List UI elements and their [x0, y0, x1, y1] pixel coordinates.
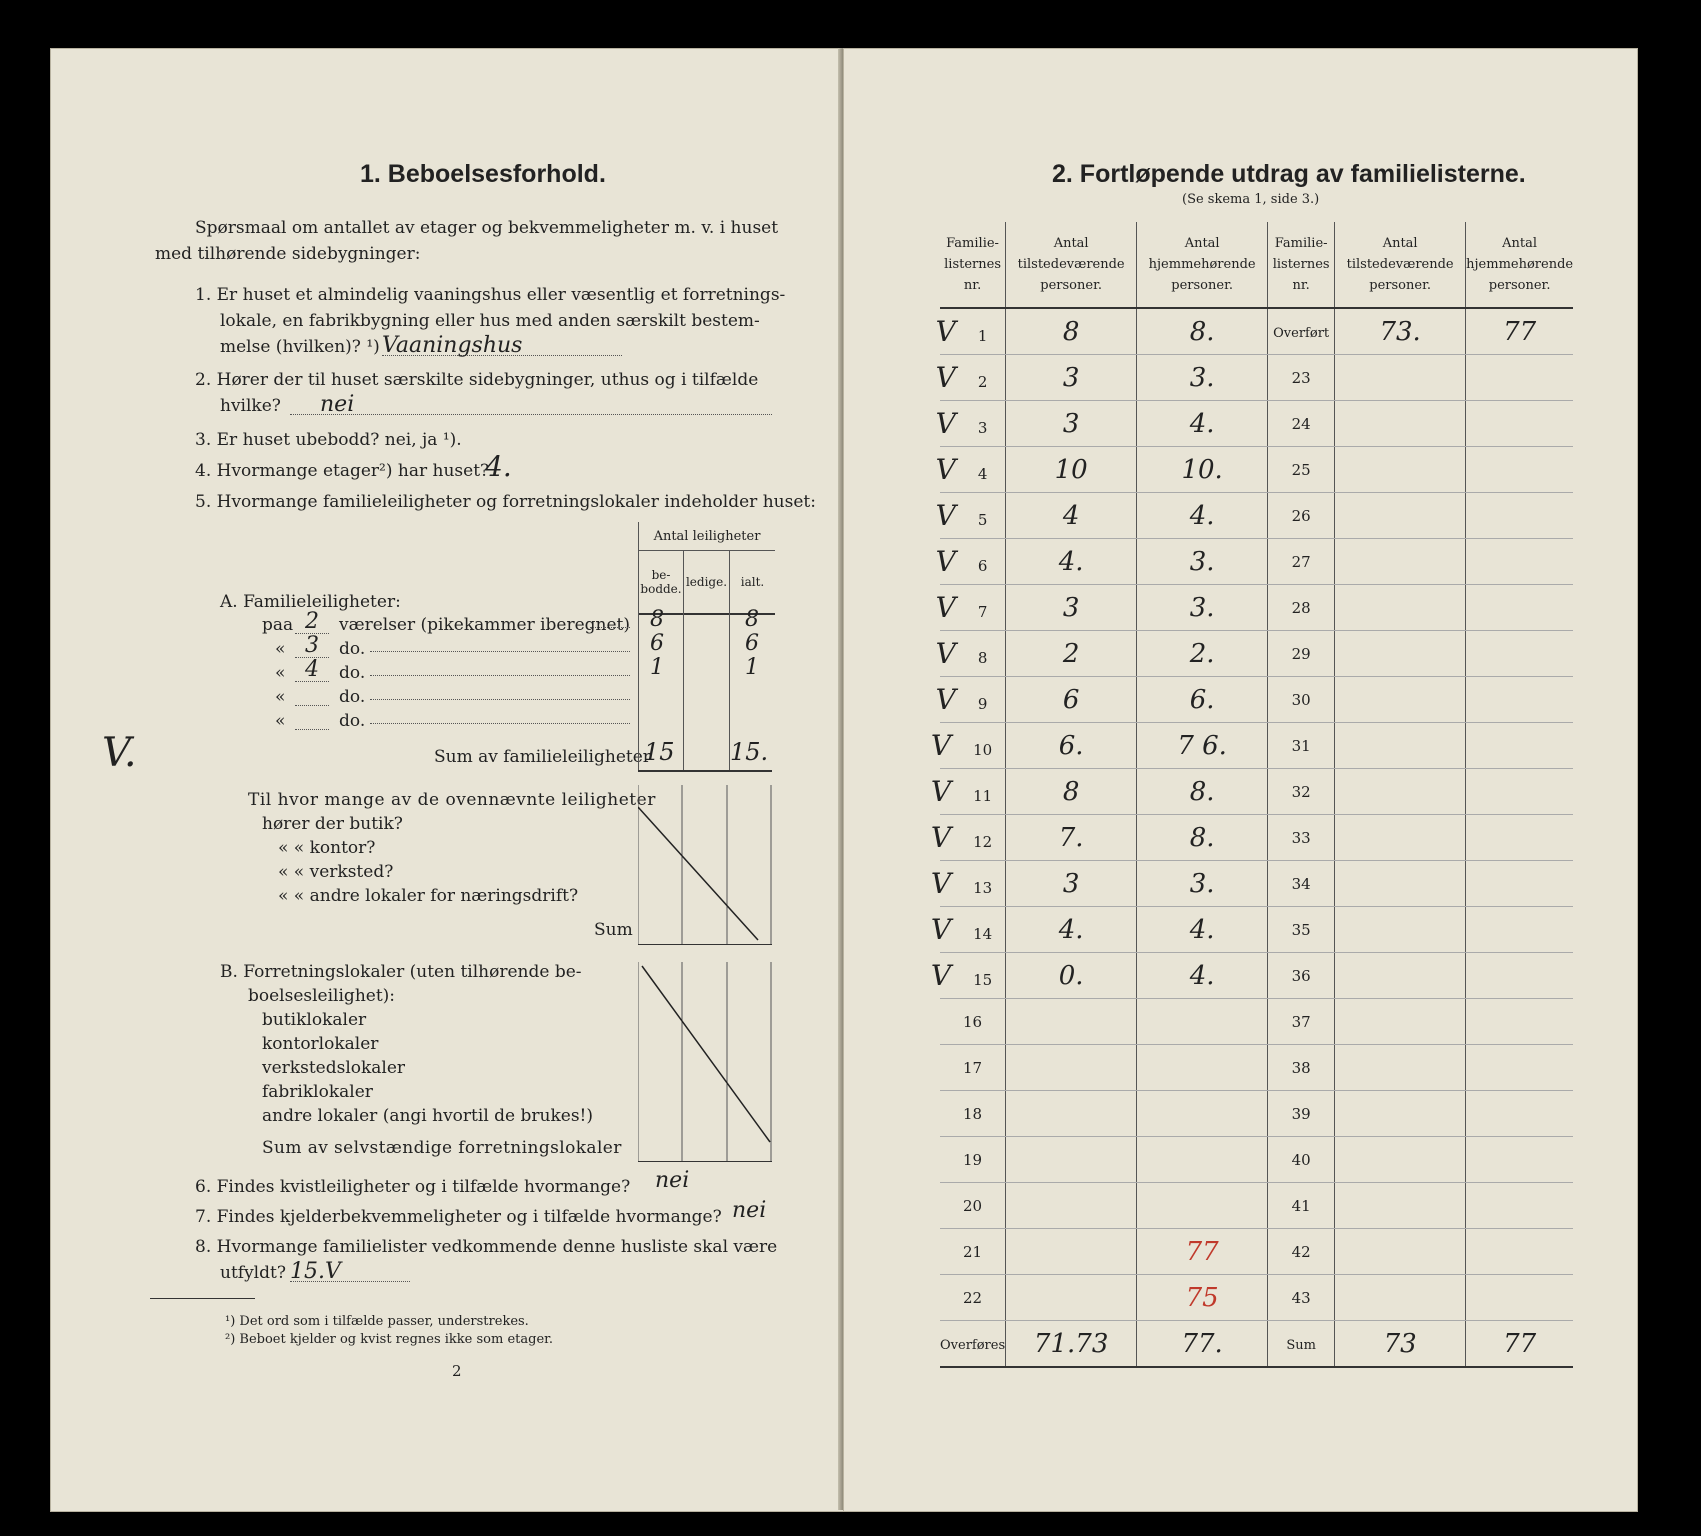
check-mark: V — [935, 591, 956, 624]
fabriklokaler: fabriklokaler — [262, 1082, 373, 1102]
cell-nr: 17 — [963, 1058, 983, 1077]
footer-h: 77. — [1181, 1328, 1223, 1359]
check-mark: V — [930, 867, 952, 900]
cell-nr2: 30 — [1291, 690, 1311, 709]
cell-h: 3. — [1189, 592, 1215, 623]
q8-line-1: 8. Hvormange familielister vedkommende denne husliste skal være — [195, 1237, 778, 1257]
cell-nr2: 41 — [1291, 1196, 1311, 1215]
cell-h: 8. — [1189, 822, 1215, 853]
cell-nr2: 36 — [1291, 966, 1311, 985]
table-header-0: Familie- listernes nr. — [940, 222, 1006, 308]
check-mark: V — [935, 637, 956, 670]
kontor-line: « « kontor? — [278, 838, 376, 858]
row-a-rooms — [295, 681, 329, 706]
row-a-prefix: « — [275, 663, 286, 683]
cell-nr: 5 — [977, 511, 988, 529]
table-row — [940, 861, 1573, 907]
check-mark: V — [930, 729, 952, 762]
q1-line-1: 1. Er huset et almindelig vaaningshus eller væsentlig et forretnings- — [195, 285, 786, 305]
cell-nr: 20 — [963, 1196, 983, 1215]
cell-h: 7 6. — [1177, 730, 1227, 761]
sum-a-ialt: 15. — [730, 738, 769, 766]
cell-nr: 22 — [963, 1288, 983, 1307]
cell-t: 3 — [1062, 592, 1080, 623]
butik-line: hører der butik? — [262, 814, 403, 834]
q1-answer-line — [382, 333, 622, 356]
cell-t: 3 — [1062, 408, 1080, 439]
footer-nr: Overføres — [940, 1337, 1006, 1353]
table-row — [940, 677, 1573, 723]
cell-nr: 9 — [977, 695, 988, 713]
q6-line: 6. Findes kvistleiligheter og i tilfælde hvormange? — [195, 1177, 631, 1197]
andre-lokaler: andre lokaler (angi hvortil de brukes!) — [262, 1106, 594, 1126]
cell-t: 3 — [1062, 362, 1080, 393]
cell-t: 7. — [1058, 822, 1084, 853]
q1-answer: Vaaningshus — [382, 333, 523, 358]
kontorlokaler: kontorlokaler — [262, 1034, 379, 1054]
row-a-leader — [590, 627, 630, 628]
q8-answer-line — [290, 1259, 410, 1282]
cell-nr: 14 — [973, 925, 993, 943]
cell-h: 2. — [1189, 638, 1215, 669]
row-a-leader — [370, 675, 630, 676]
footer-t: 71.73 — [1033, 1328, 1109, 1359]
cell-nr2: 33 — [1291, 828, 1311, 847]
section-b-line-2: boelsesleilighet): — [248, 986, 396, 1006]
table-row — [940, 1183, 1573, 1229]
row-a-label: do. — [339, 639, 366, 659]
table-row — [940, 308, 1573, 355]
cell-h: 3. — [1189, 868, 1215, 899]
table-row — [940, 401, 1573, 447]
intro-line-2: med tilhørende sidebygninger: — [155, 244, 421, 264]
cell-t: 4. — [1058, 914, 1084, 945]
table-row — [940, 815, 1573, 861]
q8-answer: 15.V — [290, 1259, 341, 1284]
q2-answer-line — [290, 392, 772, 415]
q4-answer: 4. — [485, 450, 512, 483]
table-header-4: Antal tilstedeværende personer. — [1335, 222, 1466, 308]
cell-h: 8. — [1189, 316, 1215, 347]
intro-line-1: Spørsmaal om antallet av etager og bekvemmeligheter m. v. i huset — [195, 218, 779, 238]
forretning-strike-box — [638, 962, 772, 1162]
row-a-bebodde: 6 — [650, 631, 664, 656]
row-a-prefix: « — [275, 711, 286, 731]
cell-nr: 4 — [977, 465, 988, 483]
table-row — [940, 723, 1573, 769]
table-header-3: Familie- listernes nr. — [1268, 222, 1335, 308]
cell-nr2: 26 — [1291, 506, 1311, 525]
right-subtitle: (Se skema 1, side 3.) — [1182, 192, 1320, 207]
cell-t: 2 — [1062, 638, 1080, 669]
check-mark: V — [935, 683, 956, 716]
check-mark: V — [935, 453, 956, 486]
sum-label: Sum — [594, 920, 633, 940]
q5-line: 5. Hvormange familieleiligheter og forretningslokaler indeholder huset: — [195, 492, 816, 512]
check-mark: V — [930, 959, 952, 992]
cell-nr: 1 — [977, 327, 988, 345]
cell-nr2: 39 — [1291, 1104, 1311, 1123]
row-a-label: do. — [339, 687, 366, 707]
cell-t: 0. — [1058, 960, 1084, 991]
cell-t: 3 — [1062, 868, 1080, 899]
cell-nr2: 37 — [1291, 1012, 1311, 1031]
row-a-ialt: 1 — [745, 655, 759, 680]
cell-h: 3. — [1189, 546, 1215, 577]
cell-nr: 2 — [977, 373, 988, 391]
table-row — [940, 355, 1573, 401]
cell-nr2: 31 — [1291, 736, 1311, 755]
check-mark: V — [930, 913, 952, 946]
row-a-label: værelser (pikekammer iberegnet) — [339, 615, 631, 635]
table-header-5: Antal hjemmehørende personer. — [1466, 222, 1573, 308]
row-a-rooms — [295, 705, 329, 730]
cell-h: 75 — [1185, 1282, 1219, 1313]
row-a-ialt: 6 — [745, 631, 759, 656]
cell-nr2: 24 — [1291, 414, 1311, 433]
cell-t: 4. — [1058, 546, 1084, 577]
cell-nr: 3 — [977, 419, 988, 437]
cell-nr: 15 — [973, 971, 993, 989]
andre-line: « « andre lokaler for næringsdrift? — [278, 886, 579, 906]
cell-nr: 18 — [963, 1104, 983, 1123]
butiklokaler: butiklokaler — [262, 1010, 367, 1030]
table-footer-row — [940, 1321, 1573, 1368]
footer-h2: 77 — [1503, 1328, 1537, 1359]
verkstedslokaler: verkstedslokaler — [262, 1058, 406, 1078]
cell-h: 4. — [1189, 500, 1215, 531]
cell-h: 4. — [1189, 914, 1215, 945]
cell-nr: 10 — [973, 741, 993, 759]
cell-nr2: 38 — [1291, 1058, 1311, 1077]
til-hvor-line: Til hvor mange av de ovennævnte leiligheter — [248, 790, 656, 810]
th-antal: Antal leiligheter — [639, 522, 776, 551]
sum-a-bebodde: 15 — [644, 738, 675, 766]
cell-t: 6 — [1062, 684, 1080, 715]
left-title: 1. Beboelsesforhold. — [360, 160, 606, 188]
cell-t: 6. — [1058, 730, 1084, 761]
check-mark: V — [935, 361, 956, 394]
row-a-label: do. — [339, 711, 366, 731]
cell-h: 77 — [1185, 1236, 1219, 1267]
footnote-2: ²) Beboet kjelder og kvist regnes ikke som etager. — [225, 1332, 554, 1347]
page-number: 2 — [452, 1362, 462, 1380]
check-mark: V — [935, 499, 956, 532]
check-mark: V — [930, 775, 952, 808]
table-row — [940, 953, 1573, 999]
cell-nr2: 27 — [1291, 552, 1311, 571]
cell-t: 10 — [1054, 454, 1088, 485]
verksted-line: « « verksted? — [278, 862, 394, 882]
cell-nr: 21 — [963, 1242, 983, 1261]
cell-nr2: 28 — [1291, 598, 1311, 617]
sum-strike-box — [638, 785, 772, 945]
cell-h: 3. — [1189, 362, 1215, 393]
q6-answer: nei — [655, 1168, 690, 1193]
cell-nr2: 25 — [1291, 460, 1311, 479]
q7-line: 7. Findes kjelderbekvemmeligheter og i tilfælde hvormange? — [195, 1207, 722, 1227]
cell-nr: 11 — [973, 787, 993, 805]
row-a-prefix: « — [275, 687, 286, 707]
table-row — [940, 1137, 1573, 1183]
table-row — [940, 999, 1573, 1045]
table-row — [940, 769, 1573, 815]
left-page — [50, 48, 844, 1512]
cell-nr: 8 — [977, 649, 988, 667]
section-a-title: A. Familieleiligheter: — [220, 592, 401, 612]
sum-a-label: Sum av familieleiligheter — [434, 747, 651, 767]
margin-check: V. — [102, 730, 137, 776]
th-ledige: ledige. — [684, 551, 730, 615]
th-ialt: ialt. — [730, 551, 776, 615]
cell-nr2: 34 — [1291, 874, 1311, 893]
table-row — [940, 1275, 1573, 1321]
cell-nr2: Overført — [1273, 325, 1330, 341]
sum-b-label: Sum av selvstændige forretningslokaler — [262, 1138, 622, 1158]
table-row — [940, 493, 1573, 539]
table-row — [940, 1091, 1573, 1137]
cell-h: 10. — [1181, 454, 1223, 485]
cell-nr: 12 — [973, 833, 993, 851]
cell-nr2: 29 — [1291, 644, 1311, 663]
cell-nr: 6 — [977, 557, 988, 575]
row-a-prefix: paa — [262, 615, 294, 635]
right-title: 2. Fortløpende utdrag av familielisterne. — [1052, 160, 1526, 188]
table-row — [940, 1229, 1573, 1275]
row-a-rooms: 4 — [295, 657, 329, 682]
check-mark: V — [930, 821, 952, 854]
footnote-rule — [150, 1298, 255, 1299]
q2-line-1: 2. Hører der til huset særskilte sidebygninger, uthus og i tilfælde — [195, 370, 759, 390]
q7-answer: nei — [732, 1198, 767, 1223]
th-bebodde: be-bodde. — [639, 551, 684, 615]
section-b-line-1: B. Forretningslokaler (uten tilhørende be- — [220, 962, 582, 982]
table-row — [940, 907, 1573, 953]
housing-table — [638, 522, 775, 615]
table-row — [940, 1045, 1573, 1091]
q3-line: 3. Er huset ubebodd? nei, ja ¹). — [195, 430, 462, 450]
cell-h2: 77 — [1503, 316, 1537, 347]
cell-t: 8 — [1062, 776, 1080, 807]
cell-t2: 73. — [1379, 316, 1421, 347]
row-a-leader — [370, 699, 630, 700]
table-row — [940, 631, 1573, 677]
q1-line-3: melse (hvilken)? ¹) — [220, 337, 380, 357]
row-a-rooms: 2 — [295, 609, 329, 634]
footer-t2: 73 — [1383, 1328, 1417, 1359]
cell-h: 4. — [1189, 960, 1215, 991]
row-a-ialt: 8 — [745, 607, 759, 632]
row-a-leader — [370, 723, 630, 724]
table-header-1: Antal tilstedeværende personer. — [1006, 222, 1137, 308]
cell-t: 8 — [1062, 316, 1080, 347]
q4-line: 4. Hvormange etager²) har huset? — [195, 461, 490, 481]
cell-nr2: 23 — [1291, 368, 1311, 387]
row-a-label: do. — [339, 663, 366, 683]
footnote-1: ¹) Det ord som i tilfælde passer, understrekes. — [225, 1314, 529, 1329]
cell-nr2: 35 — [1291, 920, 1311, 939]
row-a-bebodde: 1 — [650, 655, 664, 680]
q2-line-2: hvilke? — [220, 396, 281, 416]
cell-nr: 19 — [963, 1150, 983, 1169]
check-mark: V — [935, 315, 956, 348]
sum-a-rule — [638, 770, 772, 772]
cell-nr2: 32 — [1291, 782, 1311, 801]
footer-nr2: Sum — [1286, 1337, 1316, 1353]
table-header-2: Antal hjemmehørende personer. — [1137, 222, 1268, 308]
row-a-rooms: 3 — [295, 633, 329, 658]
cell-h: 4. — [1189, 408, 1215, 439]
cell-h: 8. — [1189, 776, 1215, 807]
q1-line-2: lokale, en fabrikbygning eller hus med anden særskilt bestem- — [220, 311, 760, 331]
cell-nr2: 40 — [1291, 1150, 1311, 1169]
cell-nr: 16 — [963, 1012, 983, 1031]
table-row — [940, 585, 1573, 631]
table-row — [940, 447, 1573, 493]
row-a-leader — [370, 651, 630, 652]
check-mark: V — [935, 545, 956, 578]
q8-line-2: utfyldt? — [220, 1263, 286, 1283]
row-a-bebodde: 8 — [650, 607, 664, 632]
cell-nr2: 42 — [1291, 1242, 1311, 1261]
q2-answer: nei — [320, 392, 355, 417]
table-row — [940, 539, 1573, 585]
cell-h: 6. — [1189, 684, 1215, 715]
family-list-table — [930, 222, 1574, 1368]
cell-nr: 7 — [977, 603, 988, 621]
check-mark: V — [935, 407, 956, 440]
cell-t: 4 — [1062, 500, 1080, 531]
cell-nr2: 43 — [1291, 1288, 1311, 1307]
row-a-prefix: « — [275, 639, 286, 659]
cell-nr: 13 — [973, 879, 993, 897]
